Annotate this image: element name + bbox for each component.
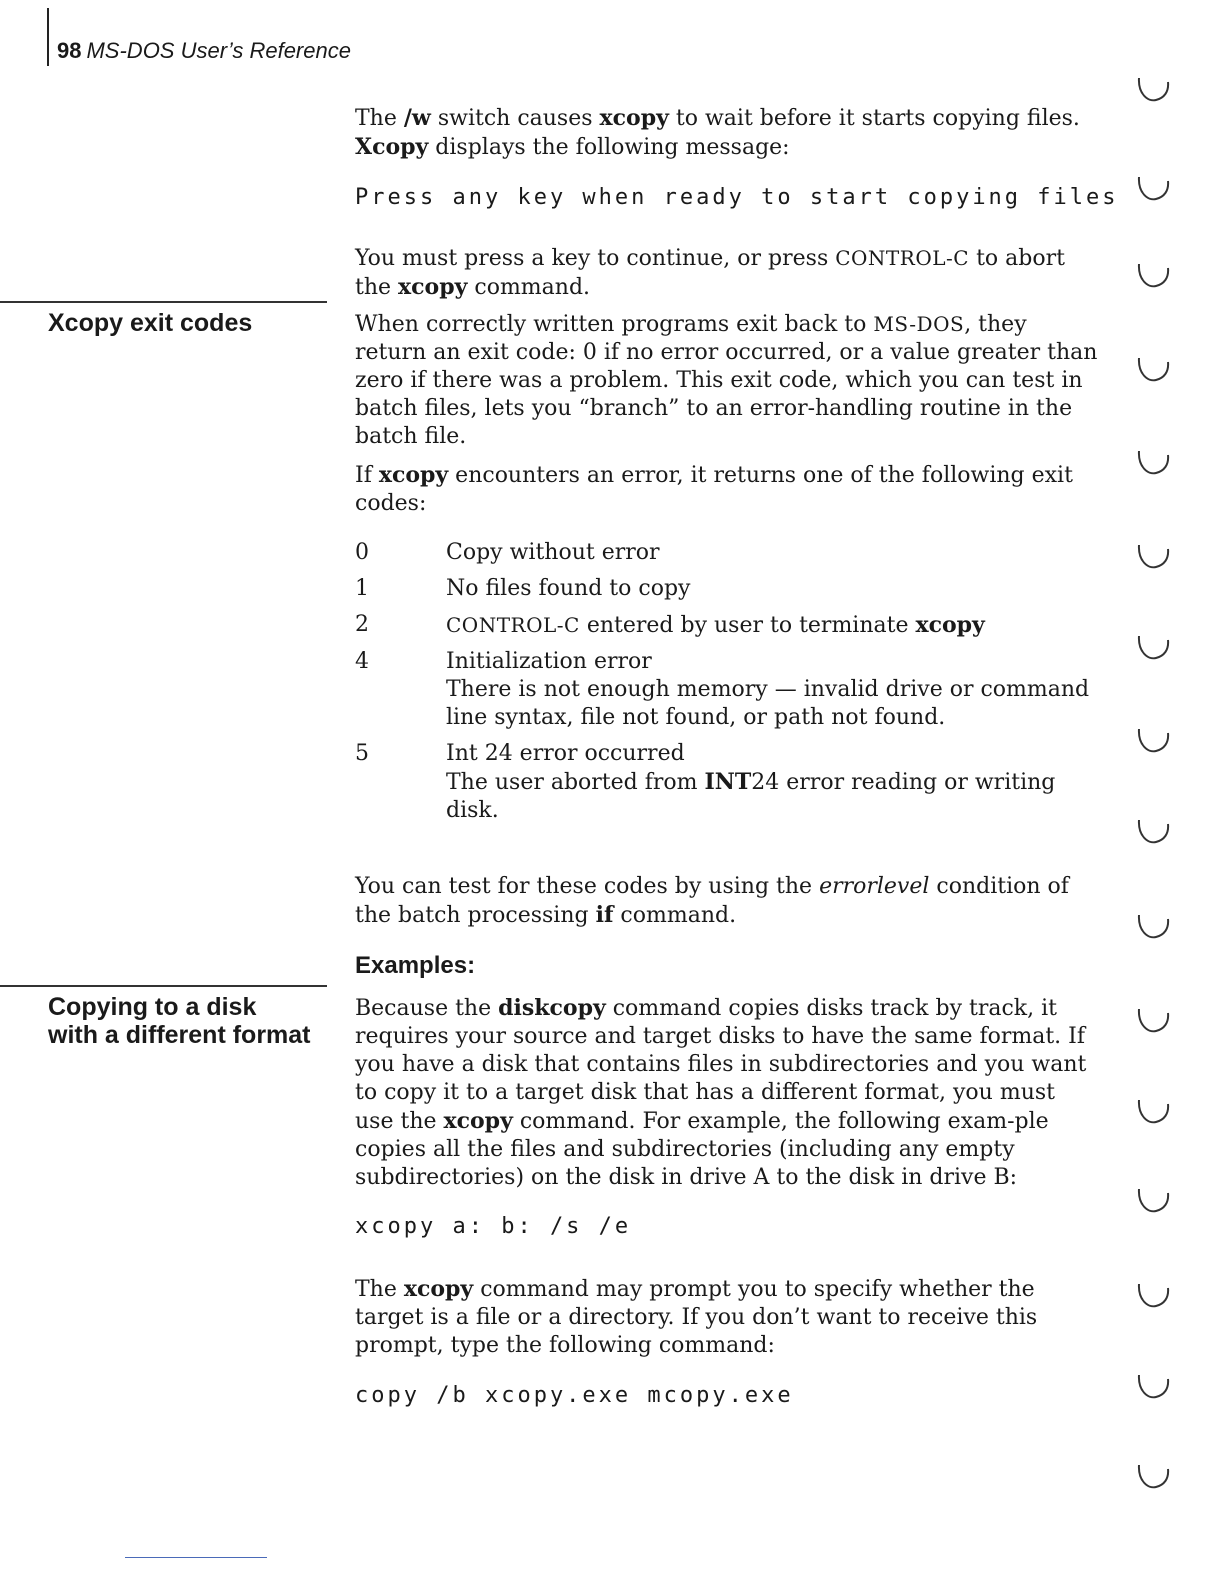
binder-hole-icon	[1136, 1373, 1172, 1401]
binder-hole-icon	[1136, 1282, 1172, 1310]
page-number: 98	[57, 38, 82, 63]
exit-code-row	[355, 611, 1115, 640]
binder-hole-icon	[1136, 818, 1172, 846]
page-edge-rule	[47, 8, 49, 66]
binder-hole-icon	[1136, 76, 1172, 104]
binder-hole-icon	[1136, 634, 1172, 662]
running-header	[57, 38, 351, 64]
exit-code-description: Int 24 error occurred The user aborted from INT24 error reading or writing disk.	[446, 740, 1115, 825]
exit-code-description: CONTROL-C entered by user to terminate xcopy	[446, 612, 985, 638]
binder-hole-icon	[1136, 175, 1172, 203]
exit-code-detail: The user aborted from INT24 error reading or writing disk.	[446, 769, 1056, 823]
binder-hole-icon	[1136, 1098, 1172, 1126]
exit-code-description: Copy without error	[446, 540, 660, 565]
exit-codes-paragraph-1: When correctly written programs exit back to MS-DOS, they return an exit code: 0 if no error occurred, or a value greater than zero if there was a problem. This exit code, which you can test in batch files, lets you “branch” to an error-handling routine in the batch file.	[355, 312, 1098, 449]
copying-paragraph-2: The xcopy command may prompt you to specify whether the target is a file or a directory. If you don’t want to receive this prompt, type the following command:	[355, 1276, 1038, 1358]
exit-code-row	[355, 539, 1115, 567]
binder-hole-icon	[1136, 356, 1172, 384]
wait-message-code: Press any key when ready to start copying files	[355, 185, 1119, 210]
binder-hole-icon	[1136, 1187, 1172, 1215]
footer-line	[125, 1557, 267, 1558]
exit-code-value: 1	[355, 576, 369, 601]
book-title: MS-DOS User’s Reference	[86, 38, 351, 63]
binder-hole-icon	[1136, 1463, 1172, 1491]
exit-code-value: 0	[355, 540, 369, 565]
heading-exit-codes: Xcopy exit codes	[48, 309, 253, 337]
intro-paragraph-2: You must press a key to continue, or press CONTROL-C to abort the xcopy command.	[355, 246, 1065, 300]
copy-example-code: copy /b xcopy.exe mcopy.exe	[355, 1383, 794, 1408]
heading-copying-disk: Copying to a disk with a different format	[48, 993, 311, 1049]
binder-hole-icon	[1136, 727, 1172, 755]
copying-paragraph-1: Because the diskcopy command copies disks track by track, it requires your source and target disks to have the same format. If you have a disk that contains files in subdirectories and you want to copy it to a target disk that has a different format, you must use the xcopy command. For example, the following exam-ple copies all the files and subdirectories (including any empty subdirectories) on the disk in drive A to the disk in drive B:	[355, 995, 1087, 1190]
examples-heading: Examples:	[355, 952, 476, 979]
binder-hole-icon	[1136, 913, 1172, 941]
exit-code-detail: There is not enough memory — invalid drive or command line syntax, file not found, or path not found.	[446, 677, 1090, 730]
exit-codes-paragraph-2: If xcopy encounters an error, it returns one of the following exit codes:	[355, 462, 1073, 516]
binder-hole-icon	[1136, 262, 1172, 290]
exit-code-value: 4	[355, 649, 369, 674]
intro-paragraph-1: The /w switch causes xcopy to wait before it starts copying files. Xcopy displays the following message:	[355, 105, 1080, 160]
exit-code-description: Initialization error There is not enough memory — invalid drive or command line syntax, file not found, or path not found.	[446, 648, 1115, 732]
section-rule	[0, 985, 327, 987]
exit-codes-table	[355, 539, 1115, 833]
exit-code-value: 5	[355, 741, 369, 766]
exit-code-row	[355, 740, 1115, 825]
binder-hole-icon	[1136, 449, 1172, 477]
binder-hole-icon	[1136, 543, 1172, 571]
exit-code-description: No files found to copy	[446, 576, 691, 601]
xcopy-example-code: xcopy a: b: /s /e	[355, 1214, 632, 1239]
exit-code-row	[355, 648, 1115, 732]
exit-code-row	[355, 575, 1115, 603]
section-rule	[0, 301, 327, 303]
exit-code-value: 2	[355, 612, 369, 637]
errorlevel-paragraph: You can test for these codes by using the errorlevel condition of the batch processing if command.	[355, 874, 1069, 928]
binder-hole-icon	[1136, 1007, 1172, 1035]
